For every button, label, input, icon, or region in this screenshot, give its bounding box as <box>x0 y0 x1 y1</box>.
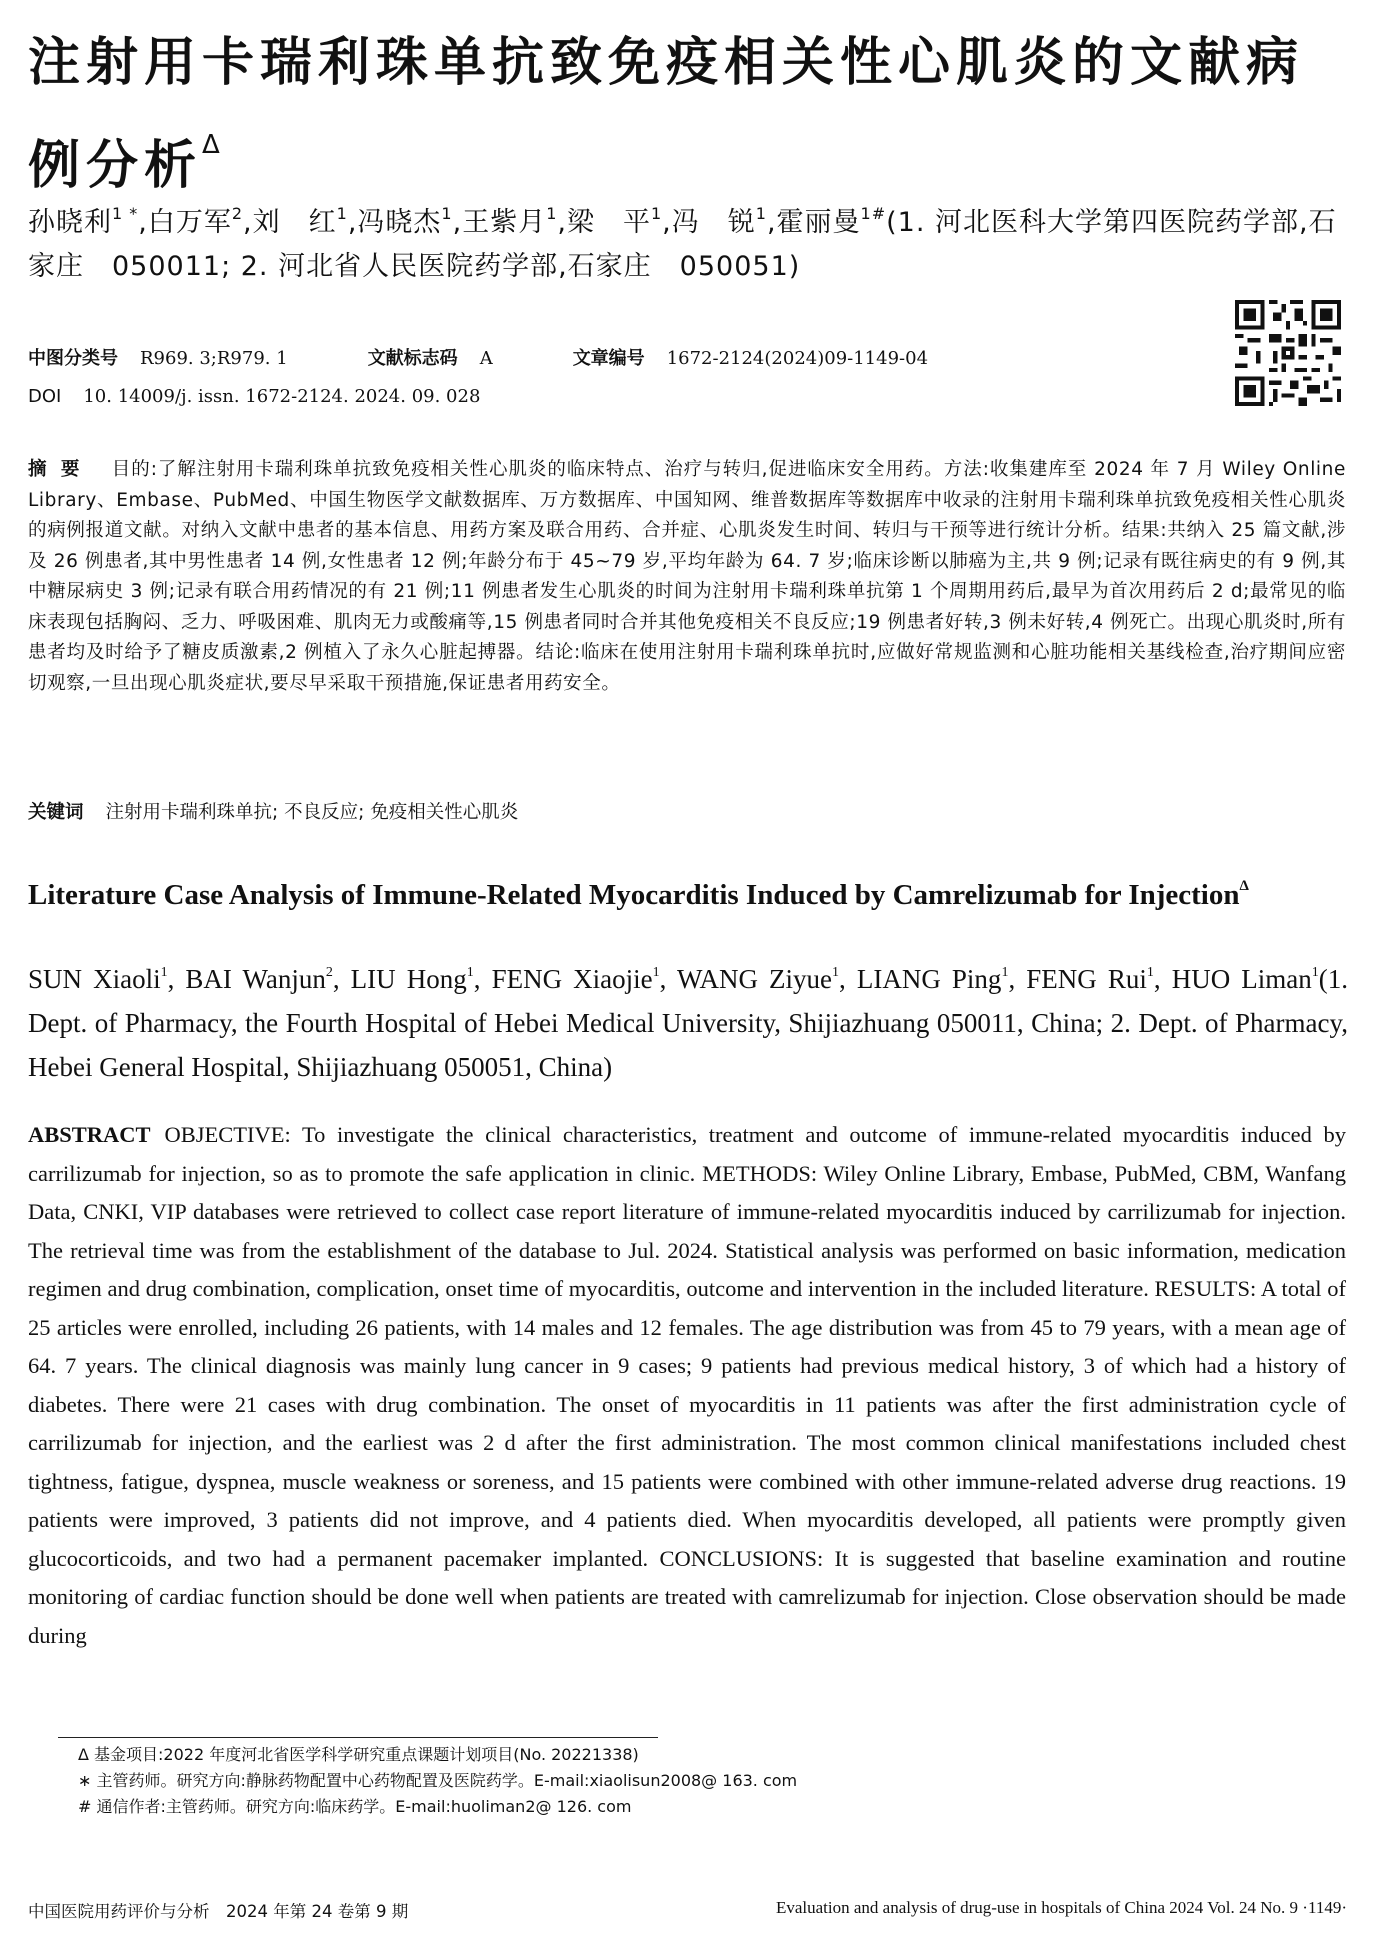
chinese-title <box>28 22 1348 207</box>
author-affil-mark: 1 * <box>112 204 139 223</box>
chinese-abstract-label: 摘要 <box>28 459 94 480</box>
english-title <box>28 865 1348 916</box>
chinese-authors <box>28 192 1348 289</box>
author-name: , HUO Liman <box>1153 964 1312 994</box>
author-name: SUN Xiaoli <box>28 964 161 994</box>
author-affil-mark: 1 <box>466 965 474 980</box>
author-affil-mark: 1 <box>160 965 168 980</box>
author-name: ,冯晓杰 <box>347 207 442 238</box>
author-name: ,冯 锐 <box>662 207 756 238</box>
author-name: , WANG Ziyue <box>659 964 833 994</box>
english-title-fund-mark: Δ <box>1239 878 1249 894</box>
author-name: ,梁 平 <box>557 207 651 238</box>
metadata-row-1 <box>28 340 1228 378</box>
author-affil-mark: 1 <box>650 204 663 223</box>
metadata-row-2 <box>28 378 1228 416</box>
author-name: , BAI Wanjun <box>167 964 326 994</box>
title-fund-mark: Δ <box>202 130 226 160</box>
author-name: ,白万军 <box>138 207 232 238</box>
english-title-text: Literature Case Analysis of Immune-Related Myocarditis Induced by Camrelizumab for Injection <box>28 879 1240 911</box>
author-affil-mark: 1# <box>860 204 887 223</box>
chinese-keywords-text: 注射用卡瑞利珠单抗; 不良反应; 免疫相关性心肌炎 <box>105 802 519 823</box>
clc-value: R969. 3;R979. 1 <box>140 348 288 369</box>
english-abstract-text: OBJECTIVE: To investigate the clinical characteristics, treatment and outcome of immune-related myocarditis induced by carrilizumab for injection, so as to promote the safe application in clinic. METHODS: Wiley Online Library, Embase, PubMed, CBM, Wanfang Data, CNKI, VIP databases were retrieved to collect case report literature of immune-related myocarditis induced by carrilizumab for injection. The retrieval time was from the establishment of the database to Jul. 2024. Statistical analysis was performed on basic information, medication regimen and drug combination, complication, onset time of myocarditis, outcome and intervention in the included literature. RESULTS: A total of 25 articles were enrolled, including 26 patients, with 14 males and 12 females. The age distribution was from 45 to 79 years, with a mean age of 64. 7 years. The clinical diagnosis was mainly lung cancer in 9 cases; 9 patients had previous medical history, 3 of which had a history of diabetes. There were 21 cases with drug combination. The onset of myocarditis in 11 patients was after the first administration cycle of carrilizumab for injection, and the earliest was 2 d after the first administration. The most common clinical manifestations included chest tightness, fatigue, dyspnea, muscle weakness or soreness, and 15 patients were combined with other immune-related adverse drug reactions. 19 patients were improved, 3 patients did not improve, and 4 patients died. When myocarditis developed, all patients were promptly given glucocorticoids, and two had a permanent pacemaker implanted. CONCLUSIONS: It is suggested that baseline examination and routine monitoring of cardiac function should be done well when patients are treated with camrelizumab for injection. Close observation should be made during <box>28 1122 1346 1648</box>
article-no-value: 1672-2124(2024)09-1149-04 <box>666 348 929 369</box>
article-no-label: 文章编号 <box>572 348 645 369</box>
clc-label: 中图分类号 <box>28 348 118 369</box>
author-affil-mark: 1 <box>652 965 660 980</box>
chinese-abstract-text: 目的:了解注射用卡瑞利珠单抗致免疫相关性心肌炎的临床特点、治疗与转归,促进临床安全用药。方法:收集建库至 2024 年 7 月 Wiley Online Library、Embase、PubMed、中国生物医学文献数据库、万方数据库、中国知网、维普数据库等数据库中收录的注射用卡瑞利珠单抗致免疫相关性心肌炎的病例报道文献。对纳入文献中患者的基本信息、用药方案及联合用药、合并症、心肌炎发生时间、转归与干预等进行统计分析。结果:共纳入 25 篇文献,涉及 26 例患者,其中男性患者 14 例,女性患者 12 例;年龄分布于 45~79 岁,平均年龄为 64. 7 岁;临床诊断以肺癌为主,共 9 例;记录有既往病史的有 9 例,其中糖尿病史 3 例;记录有联合用药情况的有 21 例;11 例患者发生心肌炎的时间为注射用卡瑞利珠单抗第 1 个周期用药后,最早为首次用药后 2 d;最常见的临床表现包括胸闷、乏力、呼吸困难、肌肉无力或酸痛等,15 例患者同时合并其他免疫相关不良反应;19 例患者好转,3 例未好转,4 例死亡。出现心肌炎时,所有患者均及时给予了糖皮质激素,2 例植入了永久心脏起搏器。结论:临床在使用注射用卡瑞利珠单抗时,应做好常规监测和心脏功能相关基线检查,治疗期间应密切观察,一旦出现心肌炎症状,要尽早采取干预措施,保证患者用药安全。 <box>28 459 1346 694</box>
chinese-keywords-label: 关键词 <box>28 802 84 823</box>
author-affil-mark: 1 <box>1311 965 1319 980</box>
author-affil-mark: 1 <box>546 204 558 223</box>
first-author-footnote: ∗ 主管药师。研究方向:静脉药物配置中心药物配置及医院药学。E-mail:xiaolisun2008@ 163. com <box>78 1771 798 1790</box>
author-affil-mark: 2 <box>231 204 244 223</box>
author-affiliations: (1. 河北医科大学第四医院药学部,石家庄 050011; 2. 河北省人民医院药学部,石家庄 050051) <box>28 207 1337 282</box>
author-affil-mark: 1 <box>832 965 840 980</box>
author-name: ,刘 红 <box>243 207 337 238</box>
chinese-title-text: 注射用卡瑞利珠单抗致免疫相关性心肌炎的文献病例分析 <box>28 33 1305 196</box>
author-name: , FENG Rui <box>1008 964 1147 994</box>
author-name: , LIANG Ping <box>839 964 1002 994</box>
journal-footer-english: Evaluation and analysis of drug-use in hospitals of China 2024 Vol. 24 No. 9 ·1149· <box>775 1898 1347 1917</box>
author-affil-mark: 2 <box>325 965 333 980</box>
doi-value: 10. 14009/j. issn. 1672-2124. 2024. 09. 028 <box>83 386 481 407</box>
author-name: , LIU Hong <box>332 964 467 994</box>
author-name: , FENG Xiaojie <box>473 964 653 994</box>
author-name: 孙晓利 <box>28 207 112 238</box>
english-abstract <box>28 1116 1346 1655</box>
author-affil-mark: 1 <box>441 204 453 223</box>
corresponding-author-footnote: # 通信作者:主管药师。研究方向:临床药学。E-mail:huoliman2@ 126. com <box>78 1797 632 1816</box>
footnote-divider <box>58 1737 658 1738</box>
author-affil-mark: 1 <box>336 204 348 223</box>
author-affil-mark: 1 <box>1001 965 1009 980</box>
doc-code-value: A <box>479 348 493 369</box>
article-metadata <box>28 340 1228 416</box>
author-affiliations: (1. Dept. of Pharmacy, the Fourth Hospital of Hebei Medical University, Shijiazhuang 050011, China; 2. Dept. of Pharmacy, Hebei General Hospital, Shijiazhuang 050051, China) <box>28 964 1349 1082</box>
chinese-abstract <box>28 455 1346 699</box>
english-abstract-label: ABSTRACT <box>28 1122 151 1147</box>
author-name: ,霍丽曼 <box>766 207 861 238</box>
doi-label: DOI <box>28 386 62 407</box>
doc-code-label: 文献标志码 <box>367 348 458 369</box>
qr-code-icon <box>1235 300 1341 406</box>
journal-footer-chinese: 中国医院用药评价与分析 2024 年第 24 卷第 9 期 <box>28 1902 409 1921</box>
footnotes <box>78 1742 1328 1820</box>
author-affil-mark: 1 <box>1146 965 1154 980</box>
author-affil-mark: 1 <box>755 204 767 223</box>
english-authors <box>28 951 1348 1089</box>
fund-footnote: Δ 基金项目:2022 年度河北省医学科学研究重点课题计划项目(No. 20221338) <box>78 1745 639 1764</box>
author-name: ,王紫月 <box>452 207 547 238</box>
chinese-keywords <box>28 798 1346 828</box>
